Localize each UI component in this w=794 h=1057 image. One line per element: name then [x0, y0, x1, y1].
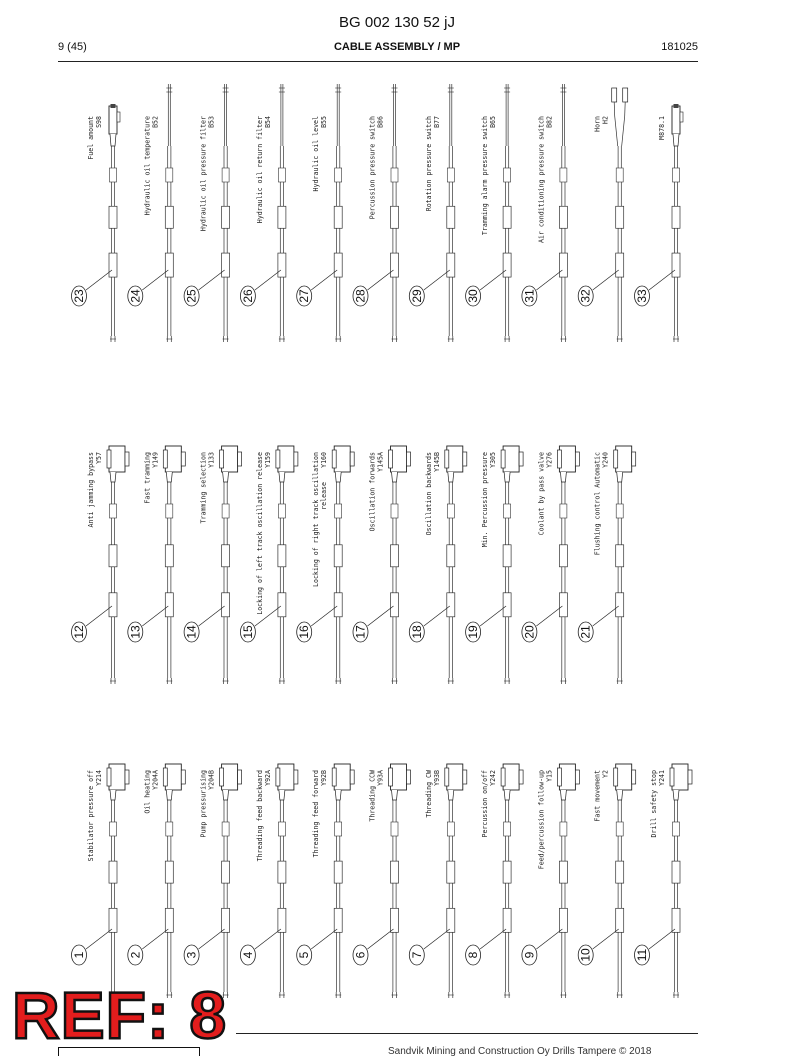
cable-code: B54	[263, 116, 272, 128]
item-number: 30	[466, 289, 481, 303]
cable-code: Y145B	[432, 452, 441, 472]
cable-drawing-32	[578, 88, 628, 342]
cable-code: Y240	[601, 452, 610, 468]
cable-description: Threading feed backward	[255, 770, 264, 862]
cable-description-2: release	[320, 482, 329, 510]
item-number: 2	[128, 951, 143, 959]
item-number: 6	[353, 951, 368, 959]
item-number: 8	[466, 951, 481, 959]
cable-drawing-9	[522, 764, 580, 998]
cable-drawing-20	[522, 446, 580, 684]
cable-description: Hydraulic oil pressure filter	[199, 116, 208, 232]
cable-code: Y204A	[151, 770, 160, 790]
cable-code: B77	[432, 116, 441, 128]
cable-description: Feed/percussion follow-up	[537, 770, 546, 870]
cable-description: Locking of right track oscillation	[312, 452, 321, 587]
cable-drawing-6	[353, 764, 411, 998]
cable-code: M878.1	[658, 116, 666, 140]
cable-drawing-3	[184, 764, 242, 998]
cable-drawing-18	[409, 446, 467, 684]
cable-drawing-4	[240, 764, 298, 998]
cable-description: Hydraulic oil level	[312, 116, 321, 192]
cable-description: Threading feed forward	[312, 770, 321, 858]
item-number: 10	[578, 948, 593, 962]
cable-description: Coolant by pass valve	[537, 452, 546, 536]
cable-code: Y214	[95, 770, 103, 786]
cable-description: Drill safety stop	[650, 770, 658, 838]
item-number: 31	[522, 289, 537, 303]
cable-drawing-15	[240, 446, 298, 684]
cable-code: Y204B	[207, 770, 216, 790]
cable-drawing-30	[466, 84, 512, 342]
cable-code: Y145A	[376, 452, 385, 472]
cable-drawing-7	[409, 764, 467, 998]
item-number: 20	[522, 625, 537, 639]
cable-code: Y15	[545, 770, 554, 782]
item-number: 1	[72, 951, 86, 959]
item-number: 32	[578, 289, 593, 303]
section-title: CABLE ASSEMBLY / MP	[333, 41, 461, 53]
cable-drawing-33	[635, 104, 684, 342]
cable-code: Y160	[320, 452, 329, 468]
item-number: 4	[240, 951, 255, 959]
cable-code: Y242	[489, 770, 498, 786]
item-number: 5	[297, 951, 312, 959]
cable-description: Stabilator pressure off	[87, 770, 95, 862]
item-number: 14	[184, 625, 199, 639]
cable-drawing-14	[184, 446, 242, 684]
cable-drawing-19	[466, 446, 523, 684]
cable-code: B86	[376, 116, 385, 128]
item-number: 29	[409, 289, 424, 303]
cable-description: Flushing control Automatic	[593, 452, 602, 556]
cable-code: Y93B	[432, 770, 441, 786]
ref-stamp: REF: 8	[12, 978, 228, 1052]
item-number: 24	[128, 289, 143, 303]
cable-code: Y93A	[376, 770, 385, 786]
cable-description: Fast tramming	[143, 452, 152, 504]
item-number: 28	[353, 289, 368, 303]
cable-drawing-29	[409, 84, 455, 342]
cable-description: Oil heating	[143, 770, 152, 814]
item-number: 25	[184, 289, 199, 303]
cable-drawing-16	[297, 446, 355, 684]
item-number: 16	[297, 625, 312, 639]
cable-description: Tramming alarm pressure switch	[481, 116, 490, 236]
item-number: 33	[635, 289, 649, 303]
cable-code: B53	[207, 116, 216, 128]
item-number: 11	[635, 948, 649, 962]
cable-code: Y92A	[263, 770, 272, 786]
item-number: 26	[240, 289, 255, 303]
cable-description: Percussion pressure switch	[368, 116, 377, 220]
cable-description: Threading CCW	[368, 770, 377, 822]
cable-code: B82	[545, 116, 554, 128]
item-number: 13	[128, 625, 143, 639]
document-title: BG 002 130 52 jJ	[339, 14, 455, 31]
item-number: 21	[578, 625, 593, 639]
cable-code: B65	[489, 116, 498, 128]
cable-code: Y92B	[320, 770, 329, 786]
footer-divider	[236, 1033, 698, 1034]
cable-drawing-2	[128, 764, 186, 998]
cable-drawing-24	[128, 84, 174, 342]
item-number: 9	[522, 951, 537, 959]
cable-drawing-31	[522, 84, 568, 342]
cable-code: Y57	[95, 452, 103, 464]
cable-code: Y276	[545, 452, 554, 468]
cable-code: Y241	[658, 770, 666, 786]
cable-drawing-27	[297, 84, 343, 342]
cable-drawing-17	[353, 446, 411, 684]
cable-description: Oscillation backwards	[424, 452, 433, 536]
item-number: 19	[466, 625, 481, 639]
cable-drawing-21	[578, 446, 636, 684]
cable-code: H2	[601, 116, 610, 124]
cable-code: B55	[320, 116, 329, 128]
cable-description: Threading CW	[424, 770, 433, 818]
cable-code: Y159	[263, 452, 272, 468]
cable-code: Y149	[151, 452, 160, 468]
cable-description: Percussion on/off	[481, 770, 490, 838]
item-number: 3	[184, 951, 199, 959]
cable-drawing-12	[72, 446, 130, 684]
cable-description: Hydraulic oil temperature	[143, 116, 152, 216]
document-date: 181025	[661, 41, 698, 53]
cable-description: Oscillation forwards	[368, 452, 377, 532]
cable-description: Air conditioning pressure switch	[537, 116, 546, 244]
item-number: 12	[72, 625, 86, 639]
cable-code: Y133	[207, 452, 216, 468]
footer-copyright: Sandvik Mining and Construction Oy Drills Tampere © 2018	[388, 1046, 652, 1057]
item-number: 27	[297, 289, 312, 303]
cable-drawing-10	[578, 764, 636, 998]
cable-drawing-8	[466, 764, 523, 998]
cable-drawing-11	[635, 764, 693, 998]
item-number: 23	[72, 289, 86, 303]
cable-drawing-26	[240, 84, 286, 342]
item-number: 7	[409, 951, 424, 959]
cable-code: S98	[95, 116, 103, 128]
cable-drawing-25	[184, 84, 230, 342]
cable-description: Pump pressurising	[199, 770, 208, 838]
cable-code: Y2	[601, 770, 610, 778]
item-number: 18	[409, 625, 424, 639]
cable-description: Min. Percussion pressure	[481, 452, 490, 548]
cable-description: Rotation pressure switch	[424, 116, 433, 212]
cable-description: Hydraulic oil return filter	[255, 116, 264, 224]
cable-code: B52	[151, 116, 160, 128]
cable-description: Locking of left track oscillation release	[255, 452, 264, 615]
cable-description: Anti jamming bypass	[87, 452, 95, 528]
item-number: 17	[353, 625, 368, 639]
cable-description: Tramming selection	[199, 452, 208, 524]
page-number: 9 (45)	[58, 41, 87, 53]
cable-drawing-5	[297, 764, 355, 998]
cable-drawing-13	[128, 446, 186, 684]
cable-drawing-23	[72, 104, 121, 342]
cable-description: Horn	[593, 116, 602, 132]
cable-code: Y305	[489, 452, 498, 468]
cable-drawing-1	[72, 764, 130, 998]
cable-description: Fuel amount	[87, 116, 95, 160]
cable-description: Fast movement	[593, 770, 602, 822]
item-number: 15	[240, 625, 255, 639]
cable-drawing-28	[353, 84, 399, 342]
